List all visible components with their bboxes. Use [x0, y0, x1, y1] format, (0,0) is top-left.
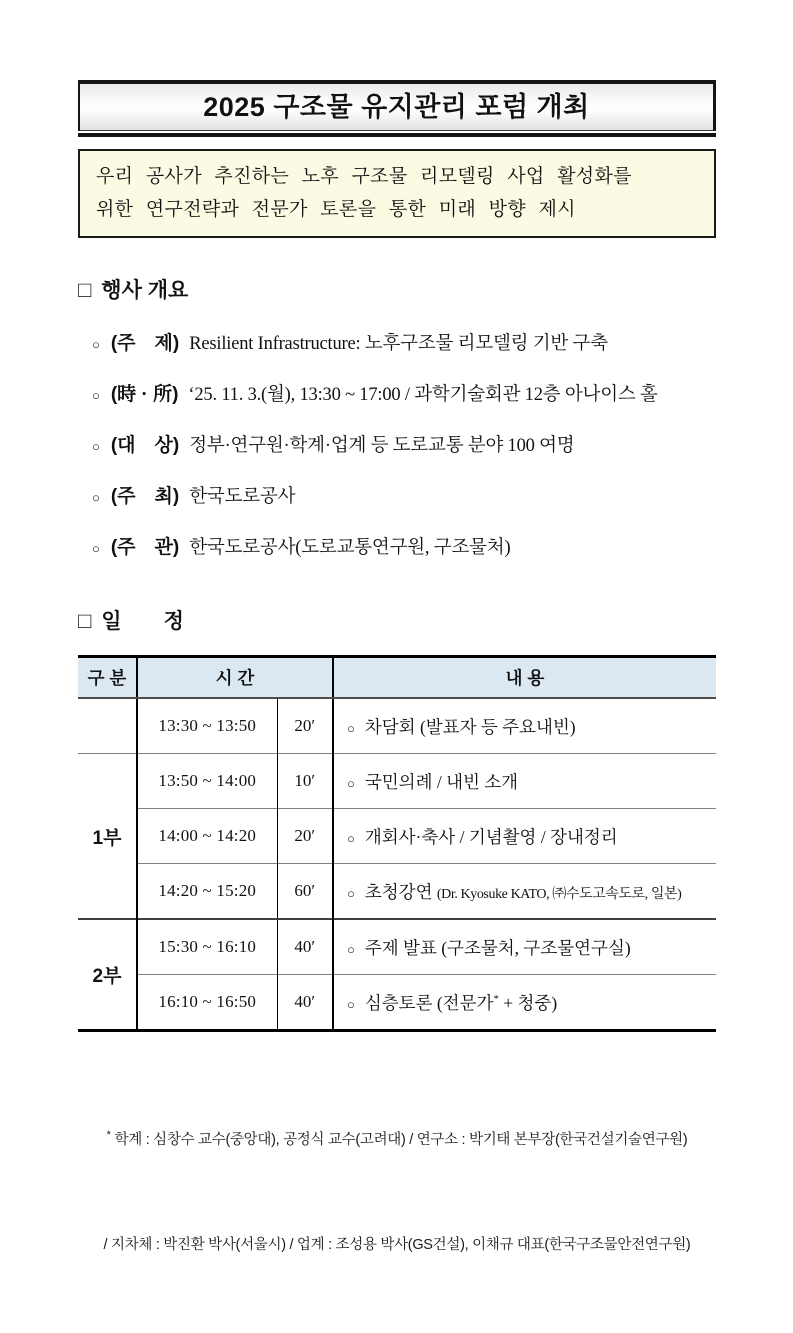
content-text: 국민의례 / 내빈 소개: [364, 771, 519, 792]
schedule-table: [78, 655, 716, 1032]
table-row: [78, 864, 716, 920]
overview-item-label: (時 · 所): [110, 384, 179, 405]
footnote-text: 학계 : 심창수 교수(중앙대), 공정식 교수(고려대) / 연구소 : 박기태 본부장(한국건설기술연구원): [114, 1131, 688, 1148]
table-row: [78, 975, 716, 1031]
circle-bullet-icon: ○: [92, 490, 100, 505]
overview-list: [78, 328, 716, 559]
overview-heading-label: 행사 개요: [101, 279, 189, 302]
table-row: [78, 698, 716, 754]
time-cell: 13:30 ~ 13:50: [137, 698, 277, 754]
summary-box: [78, 149, 716, 238]
overview-item-time-place: [78, 379, 716, 406]
overview-item-label: (주 관): [110, 537, 180, 558]
column-header-content: 내 용: [333, 657, 716, 699]
group-cell-empty: [78, 698, 137, 754]
footnote-line-2: [78, 1228, 716, 1263]
time-cell: 13:50 ~ 14:00: [137, 754, 277, 809]
duration-cell: 40′: [277, 919, 333, 975]
footnote-ref-asterisk: *: [493, 992, 499, 1005]
overview-item-audience: [78, 430, 716, 457]
footnote-text: / 지차체 : 박진환 박사(서울시) / 업계 : 조성용 박사(GS건설), 이채규 대표(한국구조물안전연구원): [103, 1236, 691, 1253]
time-cell: 15:30 ~ 16:10: [137, 919, 277, 975]
group-cell-part2: 2부: [78, 919, 137, 1031]
duration-cell: 60′: [277, 864, 333, 920]
footnote-asterisk: *: [106, 1129, 111, 1141]
group-cell-part1: 1부: [78, 754, 137, 920]
content-cell: [333, 754, 716, 809]
footnote: [78, 1048, 716, 1333]
duration-cell: 10′: [277, 754, 333, 809]
overview-item-text: 정부·연구원·학계·업계 등 도로교통 분야 100 여명: [189, 436, 575, 456]
content-text: 차담회 (발표자 등 주요내빈): [364, 716, 576, 737]
overview-item-organizer: [78, 532, 716, 559]
content-text: 심층토론 (전문가: [364, 992, 494, 1013]
time-cell: 14:20 ~ 15:20: [137, 864, 277, 920]
summary-line-1: 우리 공사가 추진하는 노후 구조물 리모델링 사업 활성화를: [96, 166, 632, 187]
content-text: 개회사·축사 / 기념촬영 / 장내정리: [364, 826, 618, 847]
content-text: + 청중): [498, 992, 558, 1013]
circle-bullet-icon: ○: [347, 830, 355, 846]
content-cell: [333, 919, 716, 975]
circle-bullet-icon: ○: [92, 337, 100, 352]
footnote-line-1: [78, 1118, 716, 1158]
duration-cell: 20′: [277, 809, 333, 864]
overview-item-text: 한국도로공사(도로교통연구원, 구조물처): [189, 538, 511, 558]
overview-item-text: 한국도로공사: [189, 487, 296, 507]
content-note: (Dr. Kyosuke KATO, ㈜수도고속도로, 일본): [436, 886, 682, 902]
duration-cell: 20′: [277, 698, 333, 754]
square-bullet-icon: □: [78, 608, 92, 633]
column-header-group: 구 분: [78, 657, 137, 699]
circle-bullet-icon: ○: [92, 439, 100, 454]
content-text: 초청강연: [364, 881, 437, 902]
time-cell: 14:00 ~ 14:20: [137, 809, 277, 864]
content-cell: [333, 864, 716, 920]
circle-bullet-icon: ○: [347, 775, 355, 791]
table-row: [78, 754, 716, 809]
circle-bullet-icon: ○: [92, 388, 100, 403]
table-row: [78, 809, 716, 864]
overview-item-label: (주 제): [110, 333, 180, 354]
time-cell: 16:10 ~ 16:50: [137, 975, 277, 1031]
column-header-time: 시 간: [137, 657, 333, 699]
table-row: [78, 919, 716, 975]
content-cell: [333, 975, 716, 1031]
overview-item-host: [78, 481, 716, 508]
content-cell: [333, 698, 716, 754]
overview-item-text: Resilient Infrastructure: 노후구조물 리모델링 기반 구축: [189, 334, 608, 354]
duration-cell: 40′: [277, 975, 333, 1031]
overview-item-topic: [78, 328, 716, 355]
schedule-heading-label: 일 정: [101, 610, 184, 633]
document-title: 2025 구조물 유지관리 포럼 개최: [203, 92, 590, 122]
content-text: 주제 발표 (구조물처, 구조물연구실): [364, 937, 631, 958]
circle-bullet-icon: ○: [347, 885, 355, 901]
circle-bullet-icon: ○: [92, 541, 100, 556]
overview-item-label: (주 최): [110, 486, 180, 507]
overview-item-text: ‘25. 11. 3.(월), 13:30 ~ 17:00 / 과학기술회관 12층 아나이스 홀: [188, 385, 658, 405]
circle-bullet-icon: ○: [347, 941, 355, 957]
document-title-banner: [78, 80, 716, 131]
content-cell: [333, 809, 716, 864]
circle-bullet-icon: ○: [347, 720, 355, 736]
circle-bullet-icon: ○: [347, 996, 355, 1012]
summary-line-2: 위한 연구전략과 전문가 토론을 통한 미래 방향 제시: [96, 199, 576, 220]
schedule-header-row: [78, 657, 716, 699]
overview-heading: [78, 274, 716, 304]
schedule-heading: [78, 605, 716, 635]
square-bullet-icon: □: [78, 277, 92, 302]
overview-item-label: (대 상): [110, 435, 180, 456]
